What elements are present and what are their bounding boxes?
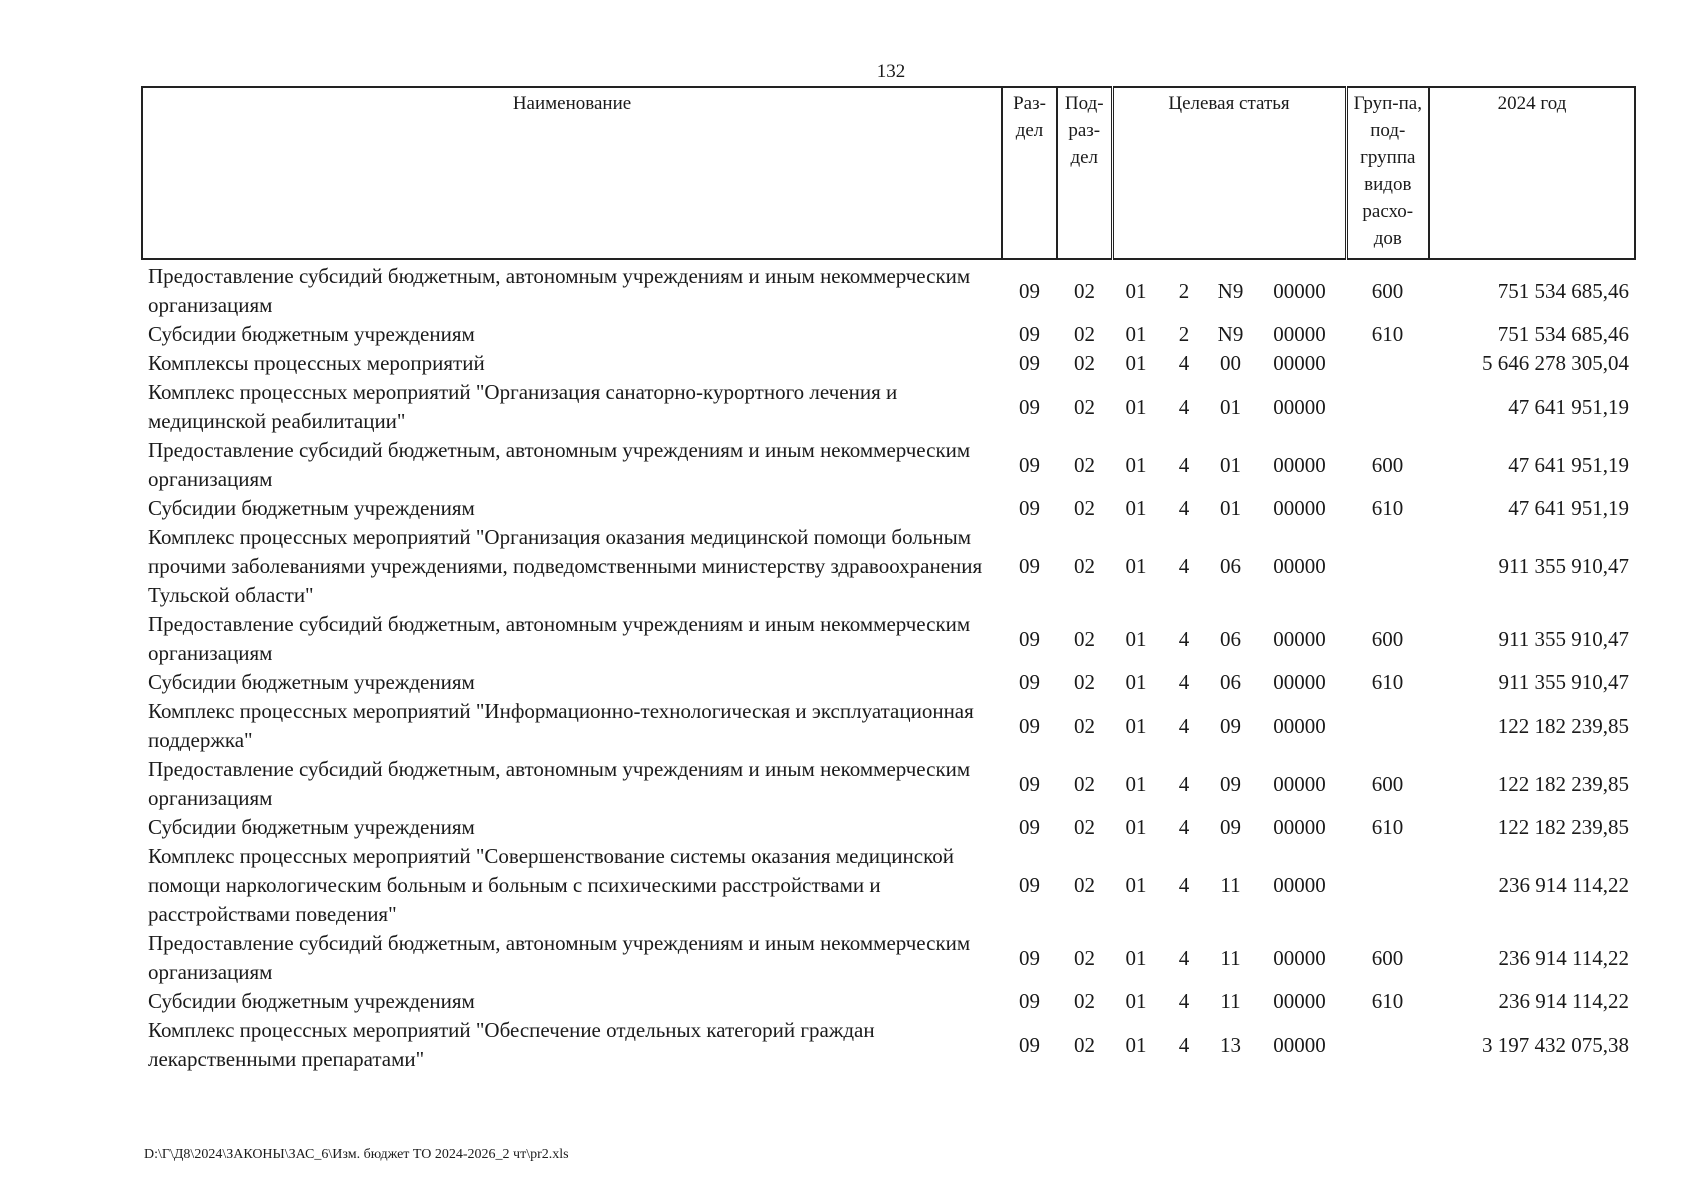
row-target-type: 4 — [1178, 945, 1190, 970]
row-amount: 236 914 114,22 — [1498, 873, 1630, 897]
header-subsection: Под-раз-дел — [1057, 87, 1112, 259]
row-section: 09 — [1019, 771, 1040, 796]
row-target-type: 4 — [1178, 670, 1190, 694]
budget-table-sheet — [141, 86, 1634, 1074]
table-row — [142, 259, 1635, 320]
row-section: 09 — [1019, 351, 1040, 375]
row-amount: 911 355 910,47 — [1498, 554, 1630, 578]
row-target-project: 01 — [1220, 452, 1241, 477]
row-amount: 236 914 114,22 — [1498, 989, 1630, 1013]
row-name: Комплексы процессных мероприятий — [148, 351, 485, 375]
row-name: Предоставление субсидий бюджетным, автономным учреждениям и иным некоммерческим организациям — [148, 438, 971, 491]
row-target-project: 01 — [1220, 394, 1241, 419]
row-expense-group: 600 — [1371, 945, 1404, 970]
row-target-project: 13 — [1220, 1032, 1241, 1057]
row-section: 09 — [1019, 278, 1040, 303]
row-target-direction: 00000 — [1273, 554, 1326, 578]
row-amount: 911 355 910,47 — [1498, 626, 1630, 651]
row-target-type: 4 — [1178, 713, 1190, 738]
row-amount: 911 355 910,47 — [1498, 670, 1630, 694]
row-expense-group: 610 — [1371, 322, 1404, 346]
row-name: Комплекс процессных мероприятий "Обеспечение отдельных категорий граждан лекарственными препаратами" — [148, 1018, 875, 1071]
table-row — [142, 987, 1635, 1016]
row-expense-group: 600 — [1371, 452, 1404, 477]
row-amount: 3 197 432 075,38 — [1482, 1032, 1630, 1057]
row-section: 09 — [1019, 496, 1040, 520]
row-target-project: N9 — [1217, 322, 1244, 346]
row-amount: 47 641 951,19 — [1508, 452, 1630, 477]
row-target-direction: 00000 — [1273, 278, 1326, 303]
table-row — [142, 610, 1635, 668]
row-section: 09 — [1019, 1032, 1040, 1057]
row-expense-group — [1346, 842, 1429, 929]
row-target-type: 4 — [1178, 394, 1190, 419]
row-section: 09 — [1019, 713, 1040, 738]
row-subsection: 02 — [1074, 452, 1095, 477]
row-expense-group — [1346, 523, 1429, 610]
row-target-type: 4 — [1178, 1032, 1190, 1057]
row-target-direction: 00000 — [1273, 989, 1326, 1013]
row-expense-group: 600 — [1371, 278, 1404, 303]
row-target-project: 09 — [1220, 771, 1241, 796]
row-section: 09 — [1019, 815, 1040, 839]
table-row — [142, 320, 1635, 349]
row-target-type: 4 — [1178, 626, 1190, 651]
table-header — [142, 87, 1635, 259]
row-target-project: 09 — [1220, 713, 1241, 738]
row-subsection: 02 — [1074, 351, 1095, 375]
row-name: Предоставление субсидий бюджетным, автономным учреждениям и иным некоммерческим организациям — [148, 931, 971, 984]
row-subsection: 02 — [1074, 815, 1095, 839]
row-section: 09 — [1019, 452, 1040, 477]
footer-file-path: D:\Г\Д8\2024\ЗАКОНЫ\ЗАС_6\Изм. бюджет ТО 2024-2026_2 чт\pr2.xls — [144, 1147, 569, 1162]
row-section: 09 — [1019, 670, 1040, 694]
header-expense-group: Груп-па, под-группа видов расхо-дов — [1346, 87, 1429, 259]
row-subsection: 02 — [1074, 278, 1095, 303]
table-row — [142, 349, 1635, 378]
row-target-program: 01 — [1125, 815, 1147, 839]
row-amount: 5 646 278 305,04 — [1482, 351, 1630, 375]
row-name: Комплекс процессных мероприятий "Организация санаторно-курортного лечения и медицинской реабилитации" — [148, 380, 898, 433]
row-subsection: 02 — [1074, 626, 1095, 651]
table-row — [142, 813, 1635, 842]
header-target-article: Целевая статья — [1112, 87, 1346, 259]
row-target-direction: 00000 — [1273, 771, 1326, 796]
row-name: Субсидии бюджетным учреждениям — [148, 989, 475, 1013]
row-target-direction: 00000 — [1273, 815, 1326, 839]
row-name: Субсидии бюджетным учреждениям — [148, 496, 475, 520]
table-row — [142, 523, 1635, 610]
row-amount: 122 182 239,85 — [1497, 771, 1630, 796]
row-target-type: 4 — [1178, 351, 1190, 375]
row-expense-group — [1346, 1016, 1429, 1074]
row-target-direction: 00000 — [1273, 626, 1326, 651]
table-body — [142, 259, 1635, 1074]
row-subsection: 02 — [1074, 394, 1095, 419]
table-row — [142, 494, 1635, 523]
row-target-type: 4 — [1178, 554, 1190, 578]
header-year: 2024 год — [1429, 87, 1635, 259]
row-target-direction: 00000 — [1273, 873, 1326, 897]
row-target-type: 4 — [1178, 771, 1190, 796]
row-target-direction: 00000 — [1273, 496, 1326, 520]
row-target-type: 4 — [1178, 496, 1190, 520]
row-target-program: 01 — [1125, 351, 1147, 375]
row-subsection: 02 — [1074, 554, 1095, 578]
row-name: Комплекс процессных мероприятий "Информационно-технологическая и эксплуатационная поддержка" — [148, 699, 974, 752]
row-section: 09 — [1019, 989, 1040, 1013]
row-expense-group: 610 — [1371, 815, 1404, 839]
row-target-program: 01 — [1125, 394, 1147, 419]
table-row — [142, 929, 1635, 987]
row-amount: 122 182 239,85 — [1497, 815, 1630, 839]
row-target-program: 01 — [1125, 670, 1147, 694]
row-subsection: 02 — [1074, 989, 1095, 1013]
row-target-direction: 00000 — [1273, 945, 1326, 970]
row-subsection: 02 — [1074, 322, 1095, 346]
row-expense-group — [1346, 697, 1429, 755]
row-name: Предоставление субсидий бюджетным, автономным учреждениям и иным некоммерческим организациям — [148, 757, 971, 810]
row-target-program: 01 — [1125, 452, 1147, 477]
row-target-program: 01 — [1125, 278, 1147, 303]
table-row — [142, 1016, 1635, 1074]
row-name: Предоставление субсидий бюджетным, автономным учреждениям и иным некоммерческим организациям — [148, 264, 971, 317]
row-expense-group — [1346, 378, 1429, 436]
row-expense-group: 600 — [1371, 771, 1404, 796]
row-expense-group: 610 — [1371, 989, 1404, 1013]
row-name: Комплекс процессных мероприятий "Организация оказания медицинской помощи больным прочими заболеваниями учреждениями, подведомственными министерству здравоохранения Тульской области" — [148, 525, 983, 607]
row-target-type: 2 — [1178, 278, 1190, 303]
row-subsection: 02 — [1074, 496, 1095, 520]
row-target-project: 01 — [1220, 496, 1241, 520]
row-target-type: 2 — [1178, 322, 1190, 346]
row-target-program: 01 — [1125, 945, 1147, 970]
row-target-project: 11 — [1220, 945, 1241, 970]
row-amount: 236 914 114,22 — [1498, 945, 1630, 970]
row-target-project: 06 — [1220, 670, 1241, 694]
row-target-direction: 00000 — [1273, 670, 1326, 694]
row-target-direction: 00000 — [1273, 322, 1326, 346]
table-row — [142, 436, 1635, 494]
row-target-project: 00 — [1220, 351, 1241, 375]
row-subsection: 02 — [1074, 771, 1095, 796]
budget-table — [141, 86, 1636, 1074]
row-target-project: 11 — [1220, 873, 1241, 897]
row-expense-group: 610 — [1371, 670, 1404, 694]
table-row — [142, 378, 1635, 436]
row-name: Субсидии бюджетным учреждениям — [148, 815, 475, 839]
row-target-direction: 00000 — [1273, 394, 1326, 419]
row-subsection: 02 — [1074, 945, 1095, 970]
row-target-type: 4 — [1178, 989, 1190, 1013]
row-target-direction: 00000 — [1273, 452, 1326, 477]
row-target-program: 01 — [1125, 771, 1147, 796]
row-expense-group: 610 — [1371, 496, 1404, 520]
row-target-type: 4 — [1178, 873, 1190, 897]
row-subsection: 02 — [1074, 670, 1095, 694]
row-target-type: 4 — [1178, 815, 1190, 839]
row-section: 09 — [1019, 394, 1040, 419]
row-name: Комплекс процессных мероприятий "Совершенствование системы оказания медицинской помощи наркологическим больным и больным с психическими расстройствами и расстройствами поведения" — [148, 844, 954, 926]
row-section: 09 — [1019, 322, 1040, 346]
row-target-program: 01 — [1125, 322, 1147, 346]
row-target-project: 06 — [1220, 554, 1241, 578]
page-number: 132 — [876, 61, 906, 82]
row-target-program: 01 — [1125, 873, 1147, 897]
row-subsection: 02 — [1074, 873, 1095, 897]
row-amount: 751 534 685,46 — [1497, 278, 1630, 303]
row-amount: 47 641 951,19 — [1508, 496, 1630, 520]
header-section: Раз-дел — [1002, 87, 1057, 259]
row-target-program: 01 — [1125, 1032, 1147, 1057]
row-target-project: 09 — [1220, 815, 1241, 839]
row-section: 09 — [1019, 554, 1040, 578]
row-subsection: 02 — [1074, 1032, 1095, 1057]
row-name: Субсидии бюджетным учреждениям — [148, 322, 475, 346]
row-target-project: N9 — [1217, 278, 1244, 303]
row-amount: 122 182 239,85 — [1497, 713, 1630, 738]
row-section: 09 — [1019, 945, 1040, 970]
row-section: 09 — [1019, 626, 1040, 651]
table-row — [142, 842, 1635, 929]
row-target-direction: 00000 — [1273, 1032, 1326, 1057]
row-target-program: 01 — [1125, 989, 1147, 1013]
row-target-direction: 00000 — [1273, 713, 1326, 738]
row-section: 09 — [1019, 873, 1040, 897]
row-expense-group: 600 — [1371, 626, 1404, 651]
row-target-type: 4 — [1178, 452, 1190, 477]
row-target-direction: 00000 — [1273, 351, 1326, 375]
row-amount: 751 534 685,46 — [1497, 322, 1630, 346]
row-target-program: 01 — [1125, 626, 1147, 651]
row-target-program: 01 — [1125, 713, 1147, 738]
row-target-program: 01 — [1125, 496, 1147, 520]
row-target-project: 11 — [1220, 989, 1241, 1013]
row-expense-group — [1346, 349, 1429, 378]
row-subsection: 02 — [1074, 713, 1095, 738]
header-name: Наименование — [142, 87, 1002, 259]
row-target-program: 01 — [1125, 554, 1147, 578]
table-row — [142, 668, 1635, 697]
row-name: Субсидии бюджетным учреждениям — [148, 670, 475, 694]
table-row — [142, 697, 1635, 755]
row-amount: 47 641 951,19 — [1508, 394, 1630, 419]
row-name: Предоставление субсидий бюджетным, автономным учреждениям и иным некоммерческим организациям — [148, 612, 971, 665]
table-row — [142, 755, 1635, 813]
row-target-project: 06 — [1220, 626, 1241, 651]
